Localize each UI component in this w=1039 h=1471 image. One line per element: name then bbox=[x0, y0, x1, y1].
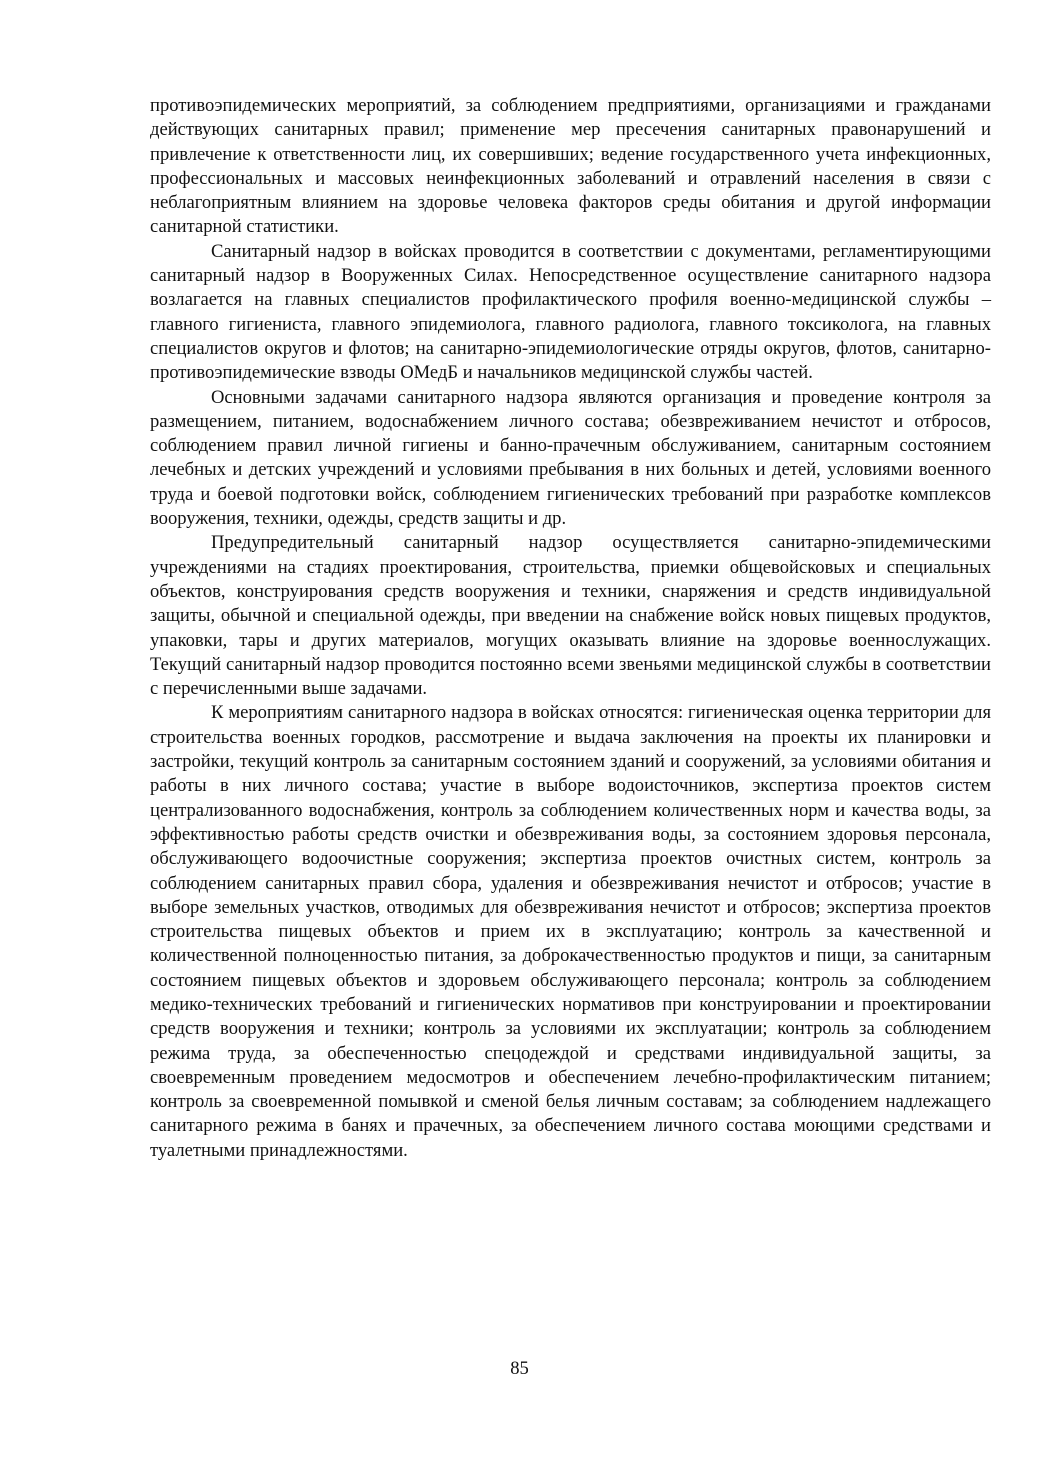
paragraph-continuation: противоэпидемических мероприятий, за соблюдением предприятиями, организациями и гражданами действующих санитарных правил; применение мер пресечения санитарных правонарушений и привлечение к ответственности лиц, их совершивших; ведение государственного учета инфекционных, профессиональных и массовых неинфекционных заболеваний и отравлений населения в связи с неблагоприятным влиянием на здоровье человека факторов среды обитания и другой информации санитарной статистики. bbox=[150, 95, 991, 238]
paragraph-main-tasks: Основными задачами санитарного надзора являются организация и проведение контроля за размещением, питанием, водоснабжением личного состава; обезвреживанием нечистот и отбросов, соблюдением правил личной гигиены и банно-прачечным обслуживанием, санитарным состоянием лечебных и детских учреждений и условиями пребывания в них больных и детей, условиями военного труда и боевой подготовки войск, соблюдением гигиенических требований при разработке комплексов вооружения, техники, одежды, средств защиты и др. bbox=[150, 386, 991, 530]
page-number: 85 bbox=[510, 1358, 529, 1379]
paragraph-preventive-supervision: Предупредительный санитарный надзор осуществляется санитарно-эпидемическими учреждениями на стадиях проектирования, строительства, приемки общевойсковых и специальных объектов, конструирования средств вооружения и техники, снаряжения и средств индивидуальной защиты, обычной и специальной одежды, при введении на снабжение войск новых пищевых продуктов, упаковки, тары и других материалов, могущих оказывать влияние на здоровье военнослужащих. Текущий санитарный надзор проводится постоянно всеми звеньями медицинской службы в соответствии с перечисленными выше задачами. bbox=[150, 532, 991, 700]
document-body bbox=[150, 94, 991, 1163]
paragraph-sanitary-supervision-conduct: Санитарный надзор в войсках проводится в соответствии с документами, регламентирующими санитарный надзор в Вооруженных Силах. Непосредственное осуществление санитарного надзора возлагается на главных специалистов профилактического профиля военно-медицинской службы – главного гигиениста, главного эпидемиолога, главного радиолога, главного токсиколога, на главных специалистов округов и флотов; на санитарно-эпидемиологические отряды округов, флотов, санитарно-противоэпидемические взводы ОМедБ и начальников медицинской службы частей. bbox=[150, 240, 991, 384]
paragraph-supervision-measures: К мероприятиям санитарного надзора в войсках относятся: гигиеническая оценка территории для строительства военных городков, рассмотрение и выдача заключения на проекты их планировки и застройки, текущий контроль за санитарным состоянием зданий и сооружений, за условиями обитания и работы в них личного состава; участие в выборе водоисточников, экспертиза проектов систем централизованного водоснабжения, контроль за соблюдением количественных норм и качества воды, за эффективностью работы средств очистки и обезвреживания воды, за состоянием здоровья персонала, обслуживающего водоочистные сооружения; экспертиза проектов очистных систем, контроль за соблюдением санитарных правил сбора, удаления и обезвреживания нечистот и отбросов; участие в выборе земельных участков, отводимых для обезвреживания нечистот и отбросов; экспертиза проектов строительства пищевых объектов и прием их в эксплуатацию; контроль за качественной и количественной полноценностью питания, за доброкачественностью продуктов и пищи, за санитарным состоянием пищевых объектов и здоровьем обслуживающего персонала; контроль за соблюдением медико-технических требований и гигиенических нормативов при конструировании и проектировании средств вооружения и техники; контроль за условиями их эксплуатации; контроль за соблюдением режима труда, за обеспеченностью спецодеждой и средствами индивидуальной защиты, за своевременным проведением медосмотров и обеспечением лечебно-профилактическим питанием; контроль за своевременной помывкой и сменой белья личным составам; за соблюдением надлежащего санитарного режима в банях и прачечных, за обеспечением личного состава моющими средствами и туалетными принадлежностями. bbox=[150, 702, 991, 1161]
